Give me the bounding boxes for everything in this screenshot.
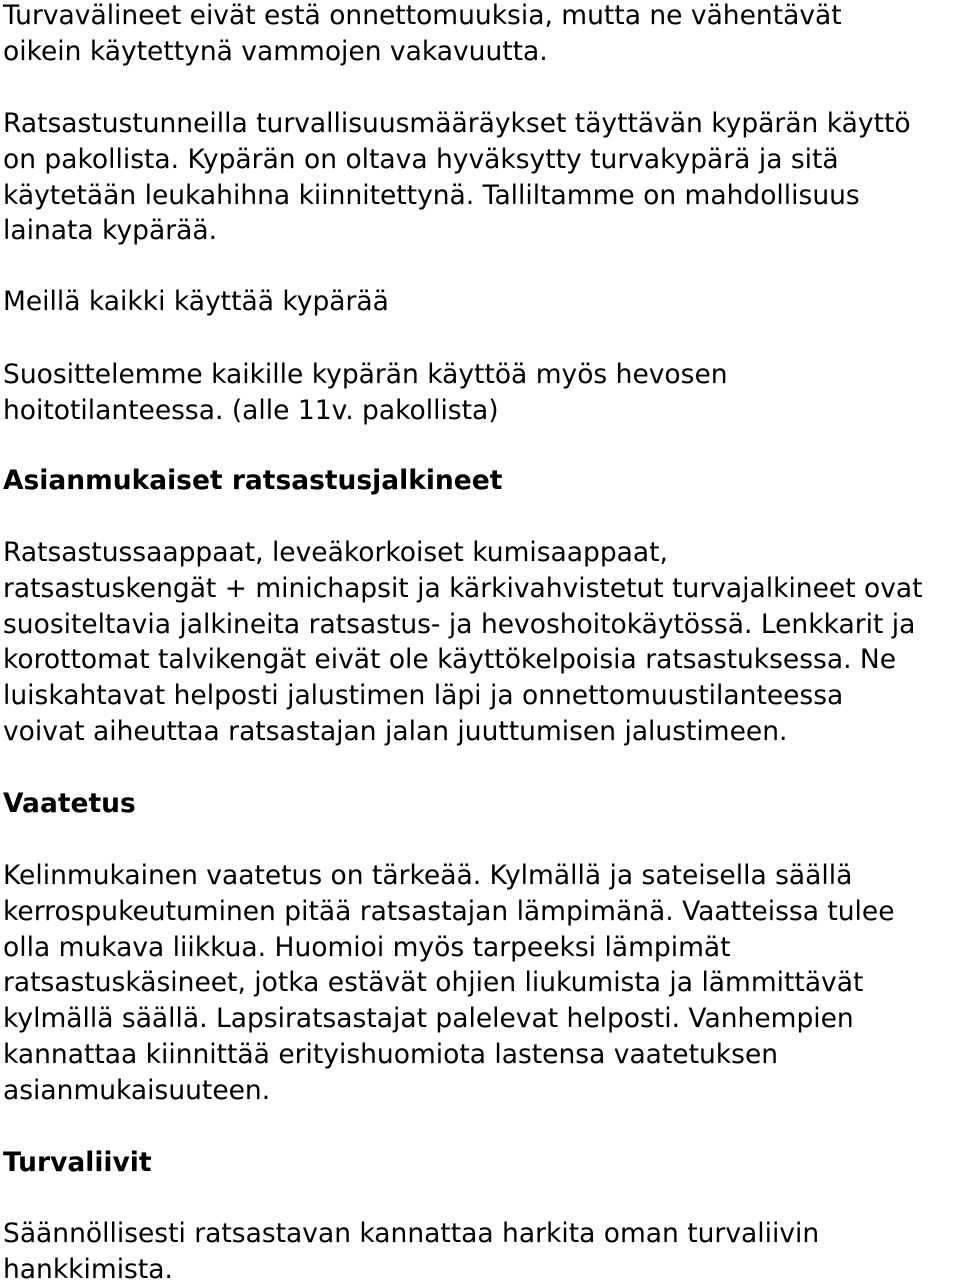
vest-heading: [3, 1145, 152, 1181]
text-line: hoitotilanteessa. (alle 11v. pakollista): [3, 394, 499, 426]
section-heading: Turvaliivit: [3, 1147, 152, 1178]
text-line: kannattaa kiinnittää erityishuomiota lastensa vaatetuksen: [3, 1038, 779, 1070]
clothing-paragraph: [3, 858, 895, 1109]
text-line: on pakollista. Kypärän on oltava hyväksytty turvakypärä ja sitä: [3, 143, 839, 175]
footwear-paragraph: [3, 535, 923, 750]
text-line: korottomat talvikengät eivät ole käyttökelpoisia ratsastuksessa. Ne: [3, 644, 897, 676]
text-line: Meillä kaikki käyttää kypärää: [3, 286, 389, 317]
text-line: suositeltavia jalkineita ratsastus- ja hevoshoitokäytössä. Lenkkarit ja: [3, 608, 916, 640]
text-line: käytetään leukahihna kiinnitettynä. Talliltamme on mahdollisuus: [3, 179, 860, 211]
section-heading: Asianmukaiset ratsastusjalkineet: [3, 465, 503, 496]
helmet-everyone-paragraph: [3, 284, 389, 320]
vest-paragraph: [3, 1216, 819, 1288]
text-line: hankkimista.: [3, 1253, 173, 1285]
clothing-heading: [3, 786, 136, 822]
text-line: luiskahtavat helposti jalustimen läpi ja onnettomuustilanteessa: [3, 680, 844, 712]
helmet-recommendation-paragraph: [3, 357, 728, 429]
helmet-rules-paragraph: [3, 106, 911, 249]
text-line: kerrospukeutuminen pitää ratsastajan lämpimänä. Vaatteissa tulee: [3, 895, 895, 927]
section-heading: Vaatetus: [3, 788, 136, 819]
intro-paragraph: [3, 0, 842, 70]
text-line: voivat aiheuttaa ratsastajan jalan juuttumisen jalustimeen.: [3, 715, 788, 747]
text-line: lainata kypärää.: [3, 215, 217, 247]
text-line: Ratsastustunneilla turvallisuusmääräykset täyttävän kypärän käyttö: [3, 108, 911, 139]
footwear-heading: [3, 463, 502, 499]
text-line: oikein käytettynä vammojen vakavuutta.: [3, 35, 548, 67]
text-line: ratsastuskäsineet, jotka estävät ohjien liukumista ja lämmittävät: [3, 967, 864, 999]
text-line: Ratsastussaappaat, leveäkorkoiset kumisaappaat,: [3, 537, 668, 568]
text-line: Kelinmukainen vaatetus on tärkeää. Kylmällä ja sateisella säällä: [3, 860, 853, 891]
text-line: ratsastuskengät + minichapsit ja kärkivahvistetut turvajalkineet ovat: [3, 572, 923, 604]
text-line: Turvavälineet eivät estä onnettomuuksia, mutta ne vähentävät: [3, 0, 842, 31]
text-line: asianmukaisuuteen.: [3, 1074, 271, 1106]
text-line: kylmällä säällä. Lapsiratsastajat palelevat helposti. Vanhempien: [3, 1003, 854, 1035]
text-line: olla mukava liikkua. Huomioi myös tarpeeksi lämpimät: [3, 931, 731, 963]
text-line: Säännöllisesti ratsastavan kannattaa harkita oman turvaliivin: [3, 1218, 820, 1249]
text-line: Suosittelemme kaikille kypärän käyttöä myös hevosen: [3, 359, 728, 390]
